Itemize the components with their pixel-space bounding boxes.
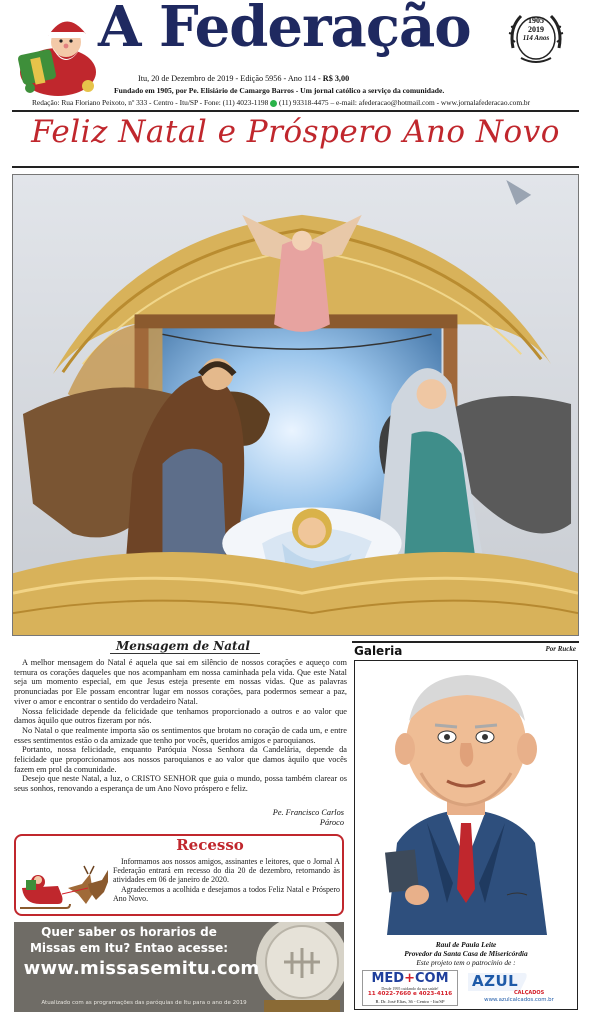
sponsor-line: Este projeto tem o patrocínio de : xyxy=(416,958,516,967)
contact-text-2: (11) 93318-4475 – e-mail: afederacao@hotmail.com - www.jornalafederacao.com.br xyxy=(279,98,531,107)
medcom-plus-icon: + xyxy=(404,971,415,986)
medcom-logo-med: MED xyxy=(371,971,405,986)
azul-logo: AZUL xyxy=(472,972,519,990)
contact-line xyxy=(32,98,530,107)
founded-line: Fundado em 1905, por Pe. Elisiário de Camargo Barros - Um jornal católico a serviço da comunidade. xyxy=(114,86,445,95)
galeria-divider xyxy=(352,641,579,643)
medcom-phones: 11 4022-7660 e 4023-4116 xyxy=(367,991,453,997)
message-paragraph: Desejo que neste Natal, a luz, o CRISTO SENHOR que guia o mundo, possa também clarear os seus sonhos, renovando a esperança de um Ano Novo próspero e feliz. xyxy=(14,774,347,794)
missas-ad-line1: Quer saber os horarios de xyxy=(41,925,217,939)
christmas-greeting: Feliz Natal e Próspero Ano Novo xyxy=(31,114,560,150)
galeria-title: Galeria xyxy=(354,644,403,658)
galeria-credit: Por Rucke xyxy=(545,645,576,653)
medcom-tagline: Desde 1995 cuidando da sua saúde! xyxy=(381,986,439,991)
message-body xyxy=(14,658,347,794)
medcom-logo xyxy=(364,971,456,986)
masthead xyxy=(0,0,591,112)
medcom-logo-com: COM xyxy=(414,971,449,986)
recesso-paragraph: Agradecemos a acolhida e desejamos a todos Feliz Natal e Próspero Ano Novo. xyxy=(113,884,340,903)
message-paragraph: A melhor mensagem do Natal é aquela que sai em silêncio de nossos corações e aqueço com ternura os corações daqueles que nos acompanham em nossa caminhada pela vida. Que este Natal seja um momento especial, em que Jesus esteja presente em nossas vidas. Que as palavras pronunciadas por Ele possam encontrar lugar em nossos corações, para podermos semear a paz, viver o amor e encontrar o sentido do verdadeiro Natal. xyxy=(14,658,347,706)
caricature-name: Raul de Paula Leite xyxy=(435,940,497,949)
missas-ad-url[interactable]: www.missasemitu.com xyxy=(23,958,260,979)
greeting-divider xyxy=(12,166,579,168)
azul-website[interactable]: www.azulcalcados.com.br xyxy=(484,997,554,1003)
signature-title: Pároco xyxy=(319,818,344,827)
caricature-role: Provedor da Santa Casa de Misericórdia xyxy=(404,949,528,958)
missas-ad-footer: Atualizado com as programações das paróquias de Itu para o ano de 2019 xyxy=(41,1000,247,1006)
seal-year-start: 1905 xyxy=(528,16,544,25)
contact-text-1: Redação: Rua Floriano Peixoto, nº 333 - Centro - Itu/SP - Fone: (11) 4023-1198 xyxy=(32,98,271,107)
recesso-body xyxy=(113,857,340,903)
azul-subtitle: CALÇADOS xyxy=(514,990,545,996)
message-heading: Mensagem de Natal xyxy=(116,639,250,653)
edition-line xyxy=(138,74,349,83)
message-heading-underline xyxy=(110,653,260,654)
missas-ad-line2: Missas em Itu? Entao acesse: xyxy=(29,941,229,955)
caricature-image xyxy=(357,663,575,935)
signature-name: Pe. Francisco Carlos xyxy=(272,808,344,817)
message-paragraph: Nossa felicidade depende da felicidade que tenhamos proporcionado a outros e ao valor que damos àquilo que outros fizeram por nós. xyxy=(14,706,347,726)
masthead-divider xyxy=(12,110,579,112)
newspaper-title: A Federação xyxy=(98,0,471,60)
santa-sleigh-icon xyxy=(18,858,110,914)
seal-year-current: 2019 xyxy=(528,25,544,34)
whatsapp-icon xyxy=(270,100,277,107)
recesso-title: Recesso xyxy=(176,836,244,854)
price: R$ 3,00 xyxy=(322,74,350,83)
recesso-paragraph: Informamos aos nossos amigos, assinantes e leitores, que o Jornal A Federação entrará em recesso do dia 20 de dezembro, retornando às atividades em 06 de janeiro de 2020. xyxy=(113,857,340,885)
edition-text: Itu, 20 de Dezembro de 2019 - Edição 5956 - Ano 114 - xyxy=(138,74,323,83)
medcom-address: R. Dr. José Elias, 36 - Centro - Itu/SP xyxy=(375,999,445,1004)
message-paragraph: No Natal o que realmente importa são os sentimentos que brotam no coração de cada um, e entre esses sentimentos estão o da amizade que tenho por vocês, queridos amigos e paroquianos. xyxy=(14,725,347,745)
message-paragraph: Portanto, nossa felicidade, enquanto Paróquia Nossa Senhora da Candelária, depende da felicidade que proporcionamos aos nossos paroquianos e ao valor que damos àquilo que vocês fazem em prol da comunidade. xyxy=(14,745,347,774)
nativity-scene-photo xyxy=(12,174,579,636)
seal-text xyxy=(507,16,565,43)
seal-anos: 114 Anos xyxy=(522,34,550,42)
santa-claus-icon xyxy=(8,12,108,98)
